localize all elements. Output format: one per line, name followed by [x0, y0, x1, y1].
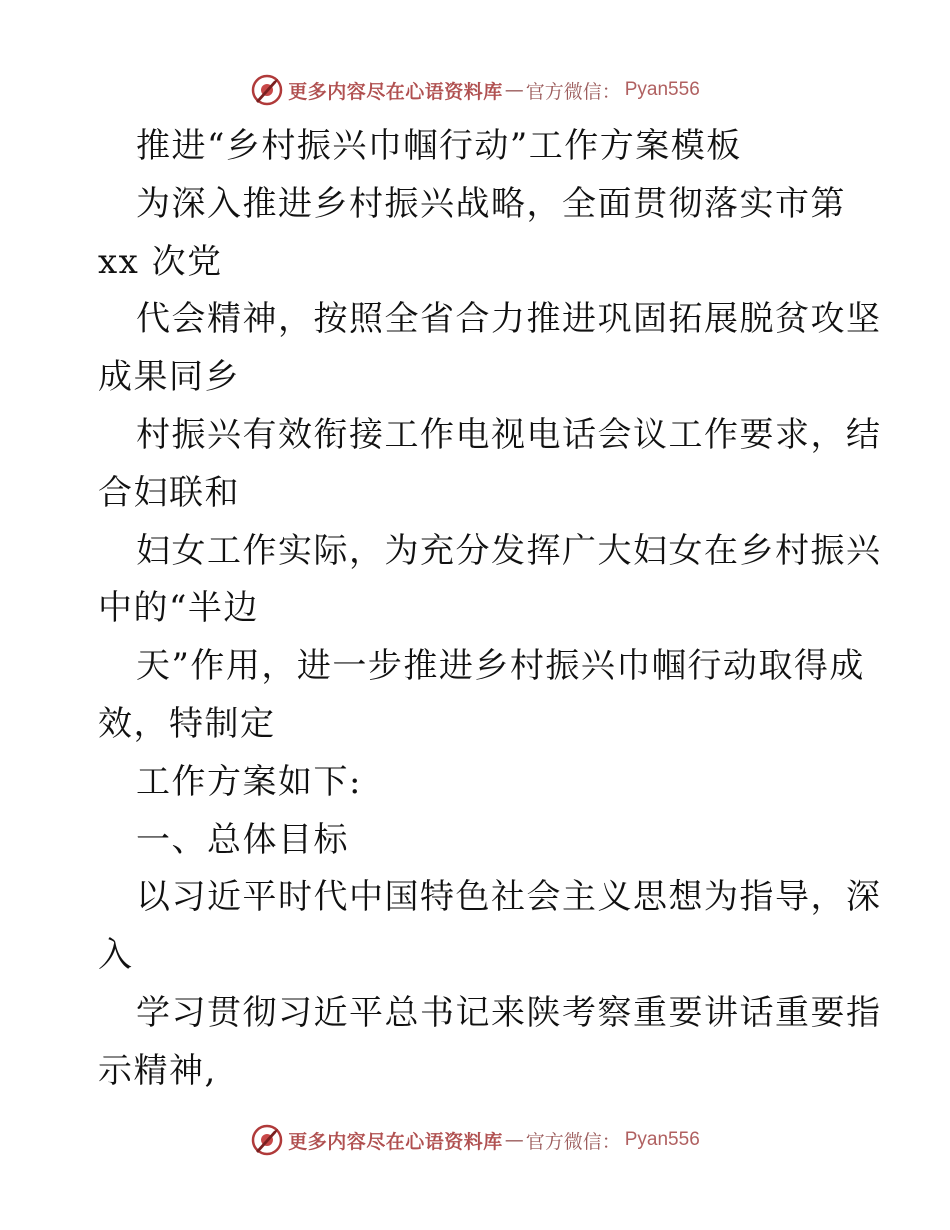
paragraph-line: 以习近平时代中国特色社会主义思想为指导，深: [136, 877, 882, 918]
paragraph-line: xx 次党: [98, 241, 223, 282]
paragraph-line: 效，特制定: [98, 703, 276, 744]
footer-watermark-banner: [0, 1120, 950, 1160]
paragraph-line: 天”作用，进一步推进乡村振兴巾帼行动取得成: [136, 646, 865, 687]
header-promo-text: 更多内容尽在心语资料库: [288, 80, 503, 103]
paragraph-line: 成果同乡: [98, 357, 240, 398]
header-wechat-id: Pyan556: [624, 79, 700, 100]
paragraph-line: 合妇联和: [98, 472, 240, 513]
paragraph-line: 入: [98, 935, 134, 976]
paragraph-line: 代会精神，按照全省合力推进巩固拓展脱贫攻坚: [136, 299, 882, 340]
paragraph-line: 中的“半边: [98, 588, 259, 629]
paragraph-line: 示精神,: [98, 1050, 217, 1091]
footer-dash: —: [504, 1129, 524, 1151]
quill-logo-icon: [250, 73, 284, 107]
document-title: 推进“乡村振兴巾帼行动”工作方案模板: [136, 126, 742, 166]
quill-logo-icon: [250, 1123, 284, 1157]
paragraph-line: 妇女工作实际，为充分发挥广大妇女在乡村振兴: [136, 530, 882, 571]
document-body: [98, 118, 882, 1101]
section-heading: 一、总体目标: [136, 819, 349, 860]
header-wechat-label: 官方微信：: [525, 80, 621, 103]
header-dash: —: [504, 79, 524, 101]
paragraph-line: 村振兴有效衔接工作电视电话会议工作要求，结: [136, 414, 882, 455]
footer-promo-text: 更多内容尽在心语资料库: [288, 1130, 503, 1153]
footer-wechat-id: Pyan556: [624, 1129, 700, 1150]
footer-wechat-label: 官方微信：: [525, 1130, 621, 1153]
paragraph-line: 为深入推进乡村振兴战略，全面贯彻落实市第: [136, 183, 846, 224]
paragraph-line: 工作方案如下:: [136, 761, 362, 802]
paragraph-line: 学习贯彻习近平总书记来陕考察重要讲话重要指: [136, 992, 882, 1033]
header-watermark-banner: [0, 70, 950, 110]
